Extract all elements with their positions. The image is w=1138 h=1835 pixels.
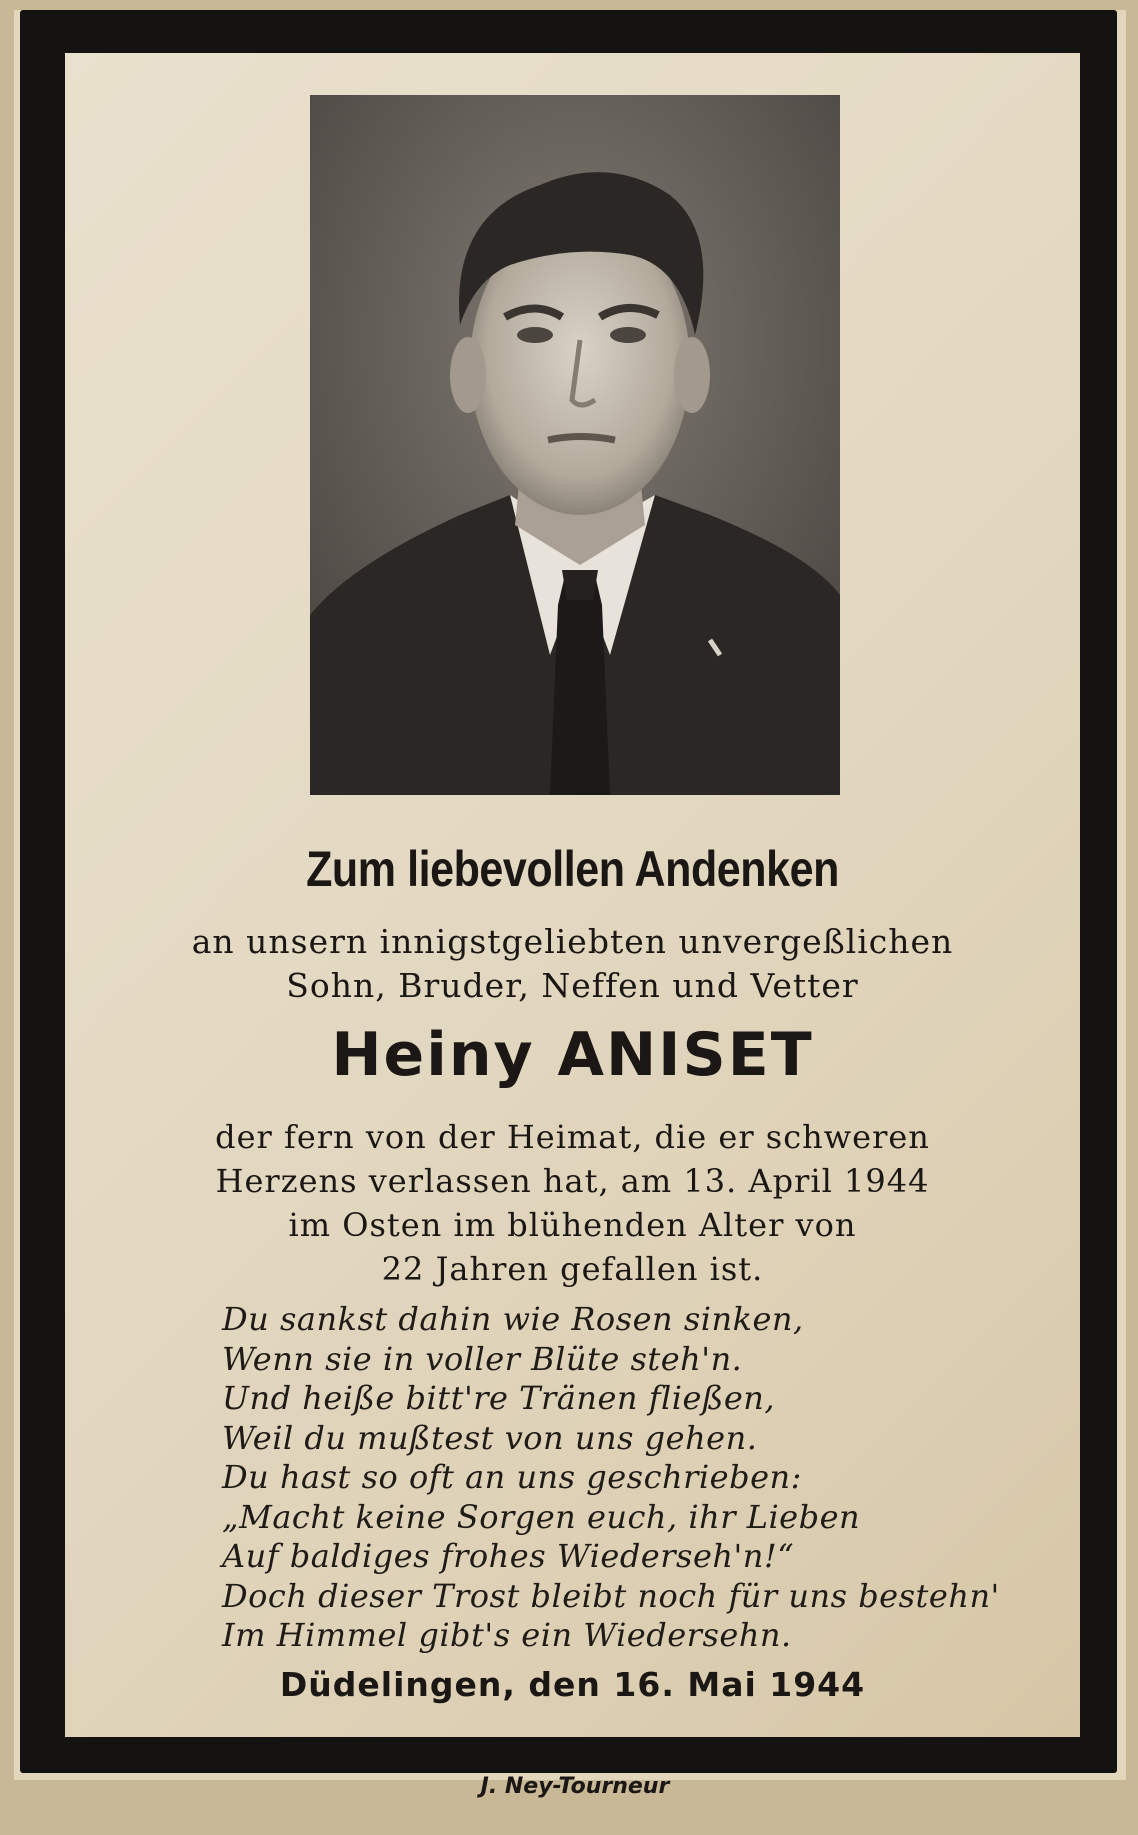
poem-line: Weil du mußtest von uns gehen. — [222, 1418, 758, 1457]
death-notice-line: Herzens verlassen hat, am 13. April 1944 — [215, 1162, 930, 1200]
poem-line: Und heiße bitt're Tränen fließen, — [222, 1379, 776, 1417]
place-date: Düdelingen, den 16. Mai 1944 — [279, 1665, 866, 1704]
poem-line: Doch dieser Trost bleibt noch für uns bestehn' — [222, 1576, 1000, 1615]
death-notice-line: der fern von der Heimat, die er schweren — [215, 1118, 930, 1156]
poem-line: Du hast so oft an uns geschrieben: — [222, 1458, 802, 1496]
poem-line: Wenn sie in voller Blüte steh'n. — [222, 1339, 743, 1378]
death-notice-line: im Osten im blühenden Alter von — [288, 1206, 857, 1244]
portrait-image — [310, 95, 840, 795]
death-notice — [65, 1115, 1080, 1291]
memorial-heading: Zum liebevollen Andenken — [306, 841, 839, 897]
memorial-poem — [222, 1300, 1000, 1656]
dedication-line: Sohn, Bruder, Neffen und Vetter — [286, 966, 859, 1005]
poem-line: „Macht keine Sorgen euch, ihr Lieben — [222, 1497, 861, 1536]
deceased-name: Heiny ANISET — [331, 1020, 814, 1090]
poem-line: Du sankst dahin wie Rosen sinken, — [222, 1300, 804, 1338]
dedication-line: an unsern innigstgeliebten unvergeßlichen — [191, 922, 954, 961]
portrait-photo — [310, 95, 840, 795]
dedication-text — [65, 920, 1080, 1008]
death-notice-line: 22 Jahren gefallen ist. — [381, 1250, 764, 1288]
poem-line: Auf baldiges frohes Wiederseh'n!“ — [222, 1537, 795, 1575]
poem-line: Im Himmel gibt's ein Wiedersehn. — [222, 1616, 792, 1654]
printer-imprint: J. Ney-Tourneur — [480, 1774, 670, 1799]
